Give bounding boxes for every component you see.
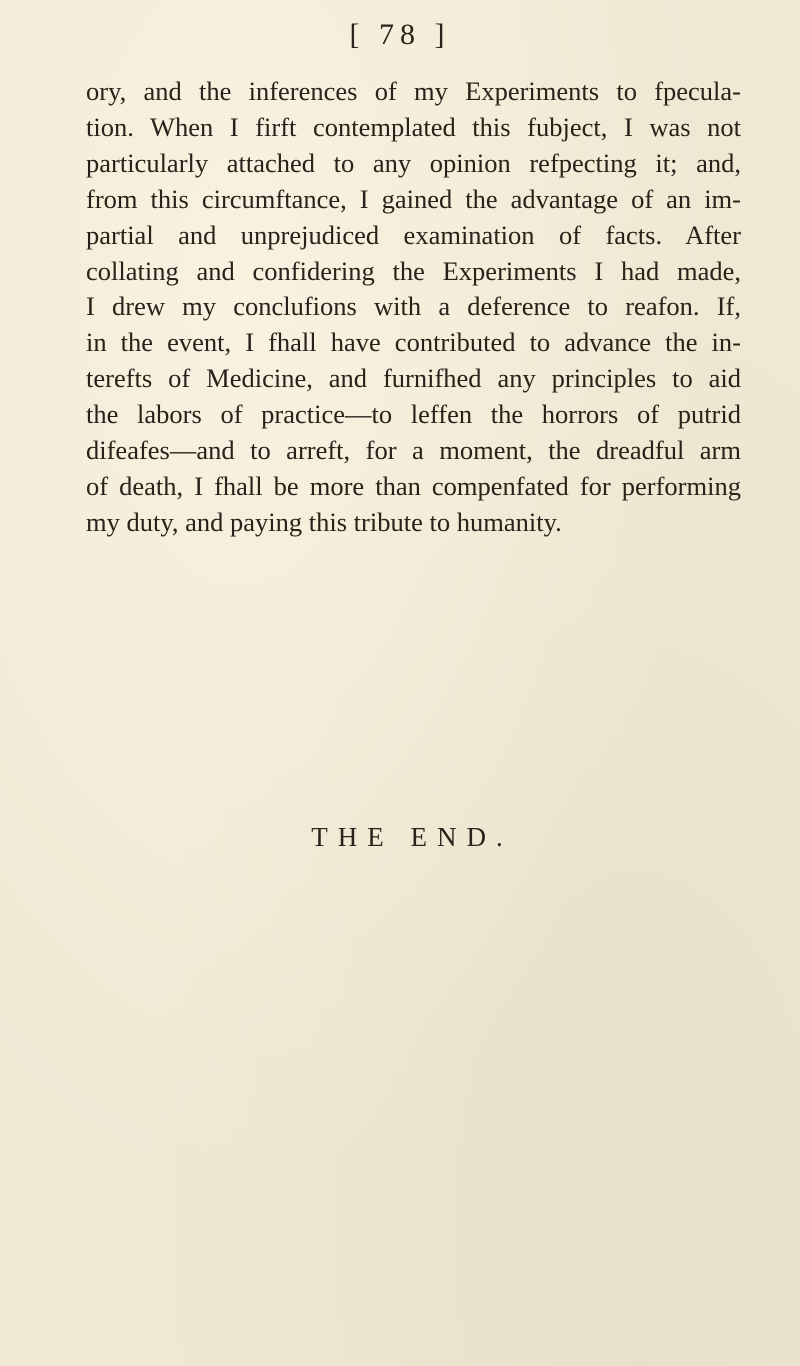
text-line: from this circumftance, I gained the advantage of an im- [86, 183, 741, 214]
text-line: collating and confidering the Experiments I had made, [86, 255, 741, 286]
text-line: the labors of practice—to leffen the horrors of putrid [86, 399, 741, 430]
text-line: tion. When I firft contemplated this fubject, I was not [86, 111, 741, 142]
text-line: I drew my conclufions with a deference to reafon. If, [86, 291, 741, 322]
text-line: ory, and the inferences of my Experiments to fpecula- [86, 76, 741, 106]
text-line: terefts of Medicine, and furnifhed any principles to aid [86, 363, 741, 394]
page-number: [ 78 ] [349, 18, 451, 51]
text-line: of death, I fhall be more than compenfated for performing [86, 470, 741, 501]
the-end-heading: THE END. [311, 822, 513, 852]
text-line: in the event, I fhall have contributed to advance the in- [86, 327, 741, 358]
text-line: partial and unprejudiced examination of facts. After [86, 219, 741, 250]
body-paragraph [86, 74, 741, 541]
show-through-texture [0, 800, 800, 1220]
text-line: difeafes—and to arreft, for a moment, the dreadful arm [86, 435, 741, 466]
text-line: particularly attached to any opinion refpecting it; and, [86, 147, 741, 178]
text-line: my duty, and paying this tribute to humanity. [86, 506, 562, 537]
